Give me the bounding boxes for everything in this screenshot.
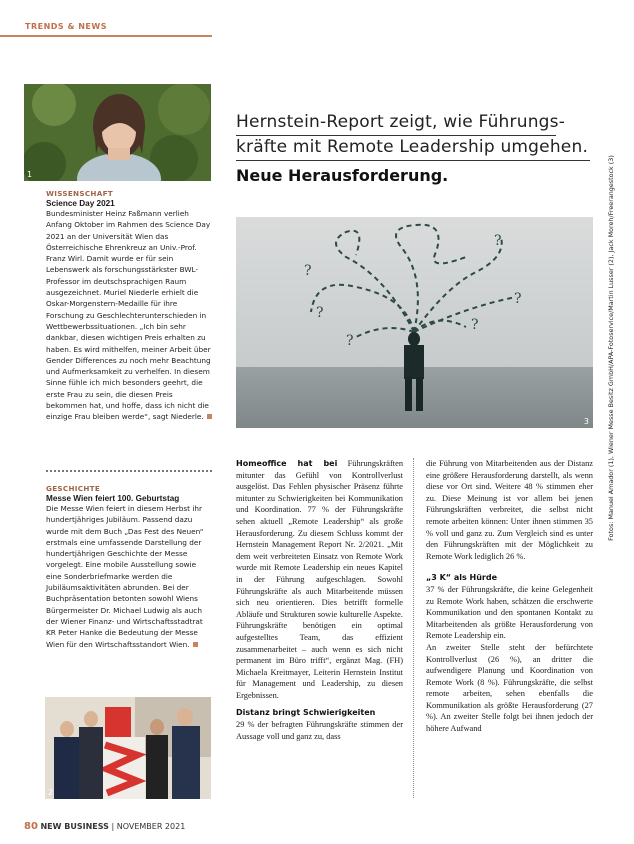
photo-credit-text: Fotos: Manuel Amador (1), Wiener Messe Besitz GmbH/APA-Fotoservice/Martin Lusser (2), Jack Moreh/Freerangestock (3) bbox=[607, 155, 615, 541]
brief-title: Science Day 2021 bbox=[46, 199, 115, 208]
article-paragraph: 29 % der befragten Führungskräfte stimmen der Aussage voll und ganz zu, dass bbox=[236, 720, 403, 741]
article-column-2 bbox=[426, 458, 593, 735]
headline-rule bbox=[236, 135, 556, 136]
remote-leadership-illustration bbox=[236, 217, 593, 428]
main-photo bbox=[236, 217, 593, 428]
svg-text:?: ? bbox=[494, 233, 502, 249]
article-column-1 bbox=[236, 458, 403, 742]
page-footer bbox=[24, 821, 185, 832]
brief-body bbox=[46, 208, 212, 423]
headline-line: kräfte mit Remote Leadership umgehen. bbox=[236, 137, 589, 157]
end-mark bbox=[207, 414, 212, 419]
headline-rule bbox=[236, 160, 590, 161]
section-rule bbox=[0, 35, 212, 37]
svg-text:?: ? bbox=[316, 305, 324, 321]
article-paragraph: die Führung von Mitarbeitenden aus der Distanz eine größere Herausforderung darstellt, als wenn diese vor Ort sind. Weitere 48 % stimmen eher zu. Diese Meinung ist vor allem bei jenen Führungskräften verbreitet, die selbst nicht remote arbeiten können: Unter ihnen stimmen 35 % voll und ganz zu. Zum Vergleich sind es unter den Führungskräften mit der Möglichkeit zu Remote Work lediglich 26 %. bbox=[426, 459, 593, 561]
brief-kicker: GESCHICHTE bbox=[46, 484, 101, 493]
article-subhead: Distanz bringt Schwierigkeiten bbox=[236, 708, 376, 718]
brief-kicker: WISSENSCHAFT bbox=[46, 189, 113, 198]
article-subhead: „3 K“ als Hürde bbox=[426, 573, 498, 583]
headline-line: Hernstein-Report zeigt, wie Führungs- bbox=[236, 112, 566, 132]
footer-separator: | bbox=[111, 822, 115, 831]
brief-science-day bbox=[46, 189, 212, 423]
issue-date: NOVEMBER 2021 bbox=[116, 822, 186, 831]
article-lead-in: Homeoffice hat bei bbox=[236, 459, 338, 468]
brief-text: Bundesminister Heinz Faßmann verlieh Anfang Oktober im Rahmen des Science Day 2021 an der Universität Wien das Österreichische Ehrenkreuz an Univ.-Prof. Franz Wirl. Damit wurde er für sein Lebenswerk als forschungsstärkster BWL-Professor im deutschsprachigen Raum ausgezeichnet. Muriel Niederle erhielt die Oskar-Morgenstern-Medaille für ihre Forschung zu Geschlechterunterschieden in Wettbewerbssituationen. „Ich bin sehr dankbar, diesen wichtigen Preis erhalten zu haben. Es wird mithelfen, meiner Arbeit über Gender Differences zu noch mehr Beachtung und Aufmerksamkeit zu verhelfen. In diesem Sinne fühle ich mich besonders geehrt, die erste Frau zu sein, die diesen Preis bekommen hat, und hoffe, dass ich nicht die einzige Frau bleiben werde“, sagt Niederle. bbox=[46, 209, 211, 422]
brief-divider bbox=[46, 470, 212, 473]
section-tag: TRENDS & NEWS bbox=[25, 22, 107, 31]
page-number: 80 bbox=[24, 821, 38, 832]
magazine-name: NEW BUSINESS bbox=[40, 822, 109, 831]
svg-text:?: ? bbox=[346, 333, 354, 349]
article-paragraph: Führungskräften mitunter das Gefühl von Kontrollverlust ausgelöst. Das Fehlen physischer Präsenz führte mitunter zu Schwierigkeiten bei Kommunikation und Koordination. 77 % der Führungskräfte sehen aktuell „Remote Leadership“ als große Herausforderung. Zu diesem Schluss kommt der Hernstein Management Report Nr. 2/2021. „Mit dem weit verbreiteten Einsatz von Remote Work wurde mit Remote Leadership ein neues Kapitel in der Führung aufgeschlagen. Sowohl Führungskräfte als auch Mitarbeitende müssen sich neu orientieren. Dies betrifft formelle Abläufe und Strukturen sowie kulturelle Aspekte. Führungskräfte benötigen ein optimal aufgestelltes Team, das effizient zusammenarbeitet – auch wenn es sich nicht permanent im Büro trifft“, ergänzt Mag. (FH) Michaela Kreitmayer, Leiterin Hernstein Institut für Management und Leadership, zu diesen Ergebnissen. bbox=[236, 459, 404, 700]
event-illustration bbox=[45, 697, 211, 799]
photo-number: 2 bbox=[48, 788, 54, 797]
svg-text:?: ? bbox=[514, 291, 522, 307]
svg-text:?: ? bbox=[471, 317, 479, 333]
photo-number: 1 bbox=[27, 170, 33, 179]
event-photo bbox=[45, 697, 211, 799]
brief-title: Messe Wien feiert 100. Geburtstag bbox=[46, 494, 180, 503]
portrait-illustration bbox=[24, 84, 211, 181]
portrait-photo bbox=[24, 84, 211, 181]
photo-number: 3 bbox=[583, 417, 589, 426]
end-mark bbox=[193, 642, 198, 647]
deck-title: Neue Herausforderung. bbox=[236, 166, 449, 185]
brief-body bbox=[46, 503, 212, 650]
article-paragraph: An zweiter Stelle steht der befürchtete Kontrollverlust (26 %), an dritter die aufwendigere Planung und Koordination von Remote Work (8 %). Führungskräfte, die selbst remote arbeiten, sehen ebenfalls die Kommunikation als größte Herausforderung (27 %). An zweiter Stelle folgt bei ihnen jedoch der höhere Aufwand bbox=[426, 642, 593, 734]
svg-text:?: ? bbox=[304, 263, 312, 279]
brief-messe-wien bbox=[46, 484, 212, 650]
article-paragraph: 37 % der Führungskräfte, die keine Gelegenheit zu Remote Work haben, schätzen die erschwerte Kommunikation und den spontanen Kontakt zu Mitarbeitenden als größte Herausforderung von Remote Leadership ein. bbox=[426, 584, 593, 641]
column-separator bbox=[413, 458, 414, 798]
brief-text: Die Messe Wien feiert in diesem Herbst ihr hundertjähriges Jubiläum. Passend dazu wurde mit dem Buch „Das Fest des Neuen“ erstmals eine umfassende Darstellung der hundertjährigen Geschichte der Messe vorgelegt. Eine mobile Ausstellung sowie eine Sonderbriefmarke werden die Jubiläumsaktivitäten abrunden. Bei der Buchpräsentation betonten sowohl Wiens Bürgermeister Dr. Michael Ludwig als auch der Wiener Finanz- und Wirtschaftsstadtrat KR Peter Hanke die Bedeutung der Messe Wien für den Wirtschaftsstandort Wien. bbox=[46, 504, 204, 649]
